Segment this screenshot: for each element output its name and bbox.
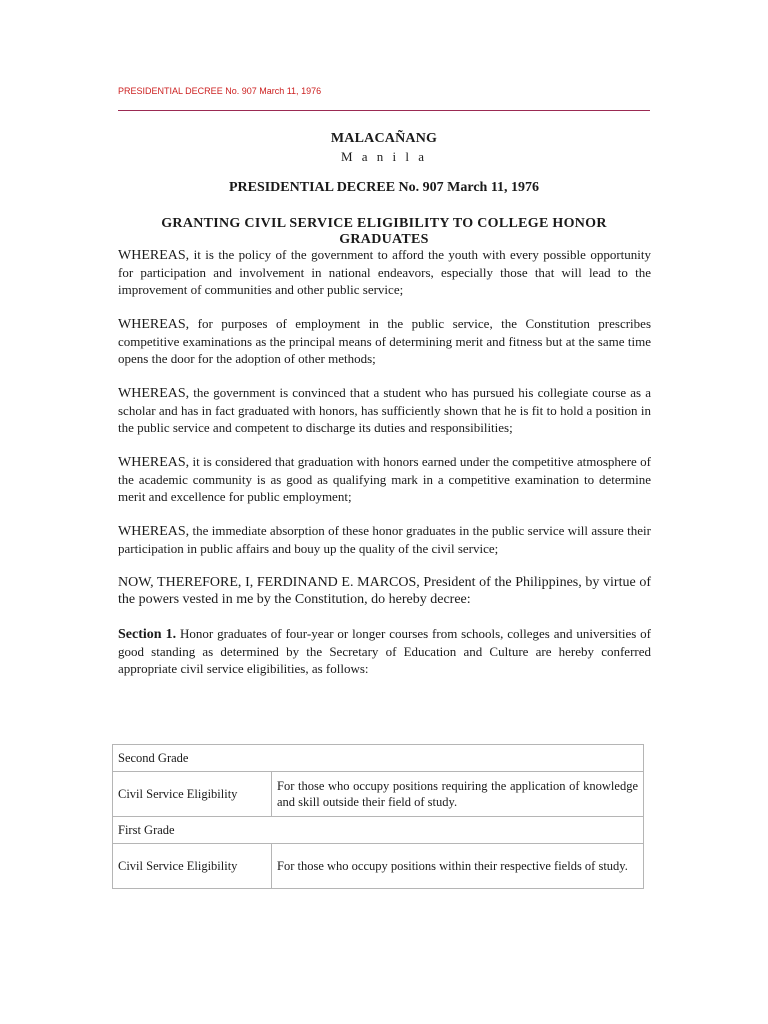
whereas-clause-4 <box>118 453 651 505</box>
whereas-clause-5 <box>118 522 651 557</box>
whereas-lead: WHEREAS, <box>118 524 190 539</box>
table-row <box>113 817 644 844</box>
now-therefore-clause: NOW, THEREFORE, I, FERDINAND E. MARCOS, President of the Philippines, by virtue of the powers vested in me by the Constitution, do hereby decree: <box>118 575 651 607</box>
whereas-lead: WHEREAS, <box>118 455 190 470</box>
header-rule <box>118 110 650 111</box>
city-heading: M a n i l a <box>340 149 428 164</box>
eligibility-description-cell: For those who occupy positions within their respective fields of study. <box>272 844 644 889</box>
whereas-lead: WHEREAS, <box>118 317 190 332</box>
whereas-clause-2 <box>118 315 651 367</box>
eligibility-description-cell: For those who occupy positions requiring the application of knowledge and skill outside their field of study. <box>272 772 644 817</box>
table-row <box>113 844 644 889</box>
whereas-lead: WHEREAS, <box>118 386 190 401</box>
whereas-text: the immediate absorption of these honor graduates in the public service will assure their participation in public affairs and bouy up the quality of the civil service; <box>118 523 651 556</box>
eligibility-label-cell: Civil Service Eligibility <box>113 772 272 817</box>
whereas-text: it is the policy of the government to afford the youth with every possible opportunity for participation and involvement in national endeavors, especially those that will lead to the improvement of communities and other public service; <box>118 247 651 297</box>
organization-heading: MALACAÑANG <box>330 131 438 146</box>
section-label: Section 1. <box>118 627 177 642</box>
running-header: PRESIDENTIAL DECREE No. 907 March 11, 1976 <box>118 86 322 96</box>
whereas-text: it is considered that graduation with honors earned under the competitive atmosphere of the academic community is as good as qualifying mark in a competitive examination to determine merit and excellence for public employment; <box>118 454 651 504</box>
decree-title: PRESIDENTIAL DECREE No. 907 March 11, 1976 <box>228 180 540 195</box>
grade-cell: Second Grade <box>113 745 644 772</box>
table-row <box>113 745 644 772</box>
whereas-clause-3 <box>118 384 651 436</box>
decree-subject: GRANTING CIVIL SERVICE ELIGIBILITY TO COLLEGE HONOR GRADUATES <box>161 216 607 247</box>
whereas-lead: WHEREAS, <box>118 248 190 263</box>
decree-body <box>118 246 651 694</box>
eligibility-label-cell: Civil Service Eligibility <box>113 844 272 889</box>
section-text: Honor graduates of four-year or longer courses from schools, colleges and universities of good standing as determined by the Secretary of Education and Culture are hereby conferred appropriate civil service eligibilities, as follows: <box>118 626 651 676</box>
eligibility-table <box>112 744 644 889</box>
section-1 <box>118 625 651 677</box>
whereas-text: for purposes of employment in the public service, the Constitution prescribes competitive examinations as the principal means of determining merit and fitness but at the same time opens the door for the adoption of other methods; <box>118 316 651 366</box>
grade-cell: First Grade <box>113 817 644 844</box>
whereas-clause-1 <box>118 246 651 298</box>
table-row <box>113 772 644 817</box>
whereas-text: the government is convinced that a student who has pursued his collegiate course as a scholar and has in fact graduated with honors, has sufficiently shown that he is fit to hold a position in the public service and competent to discharge its duties and responsibilities; <box>118 385 651 435</box>
